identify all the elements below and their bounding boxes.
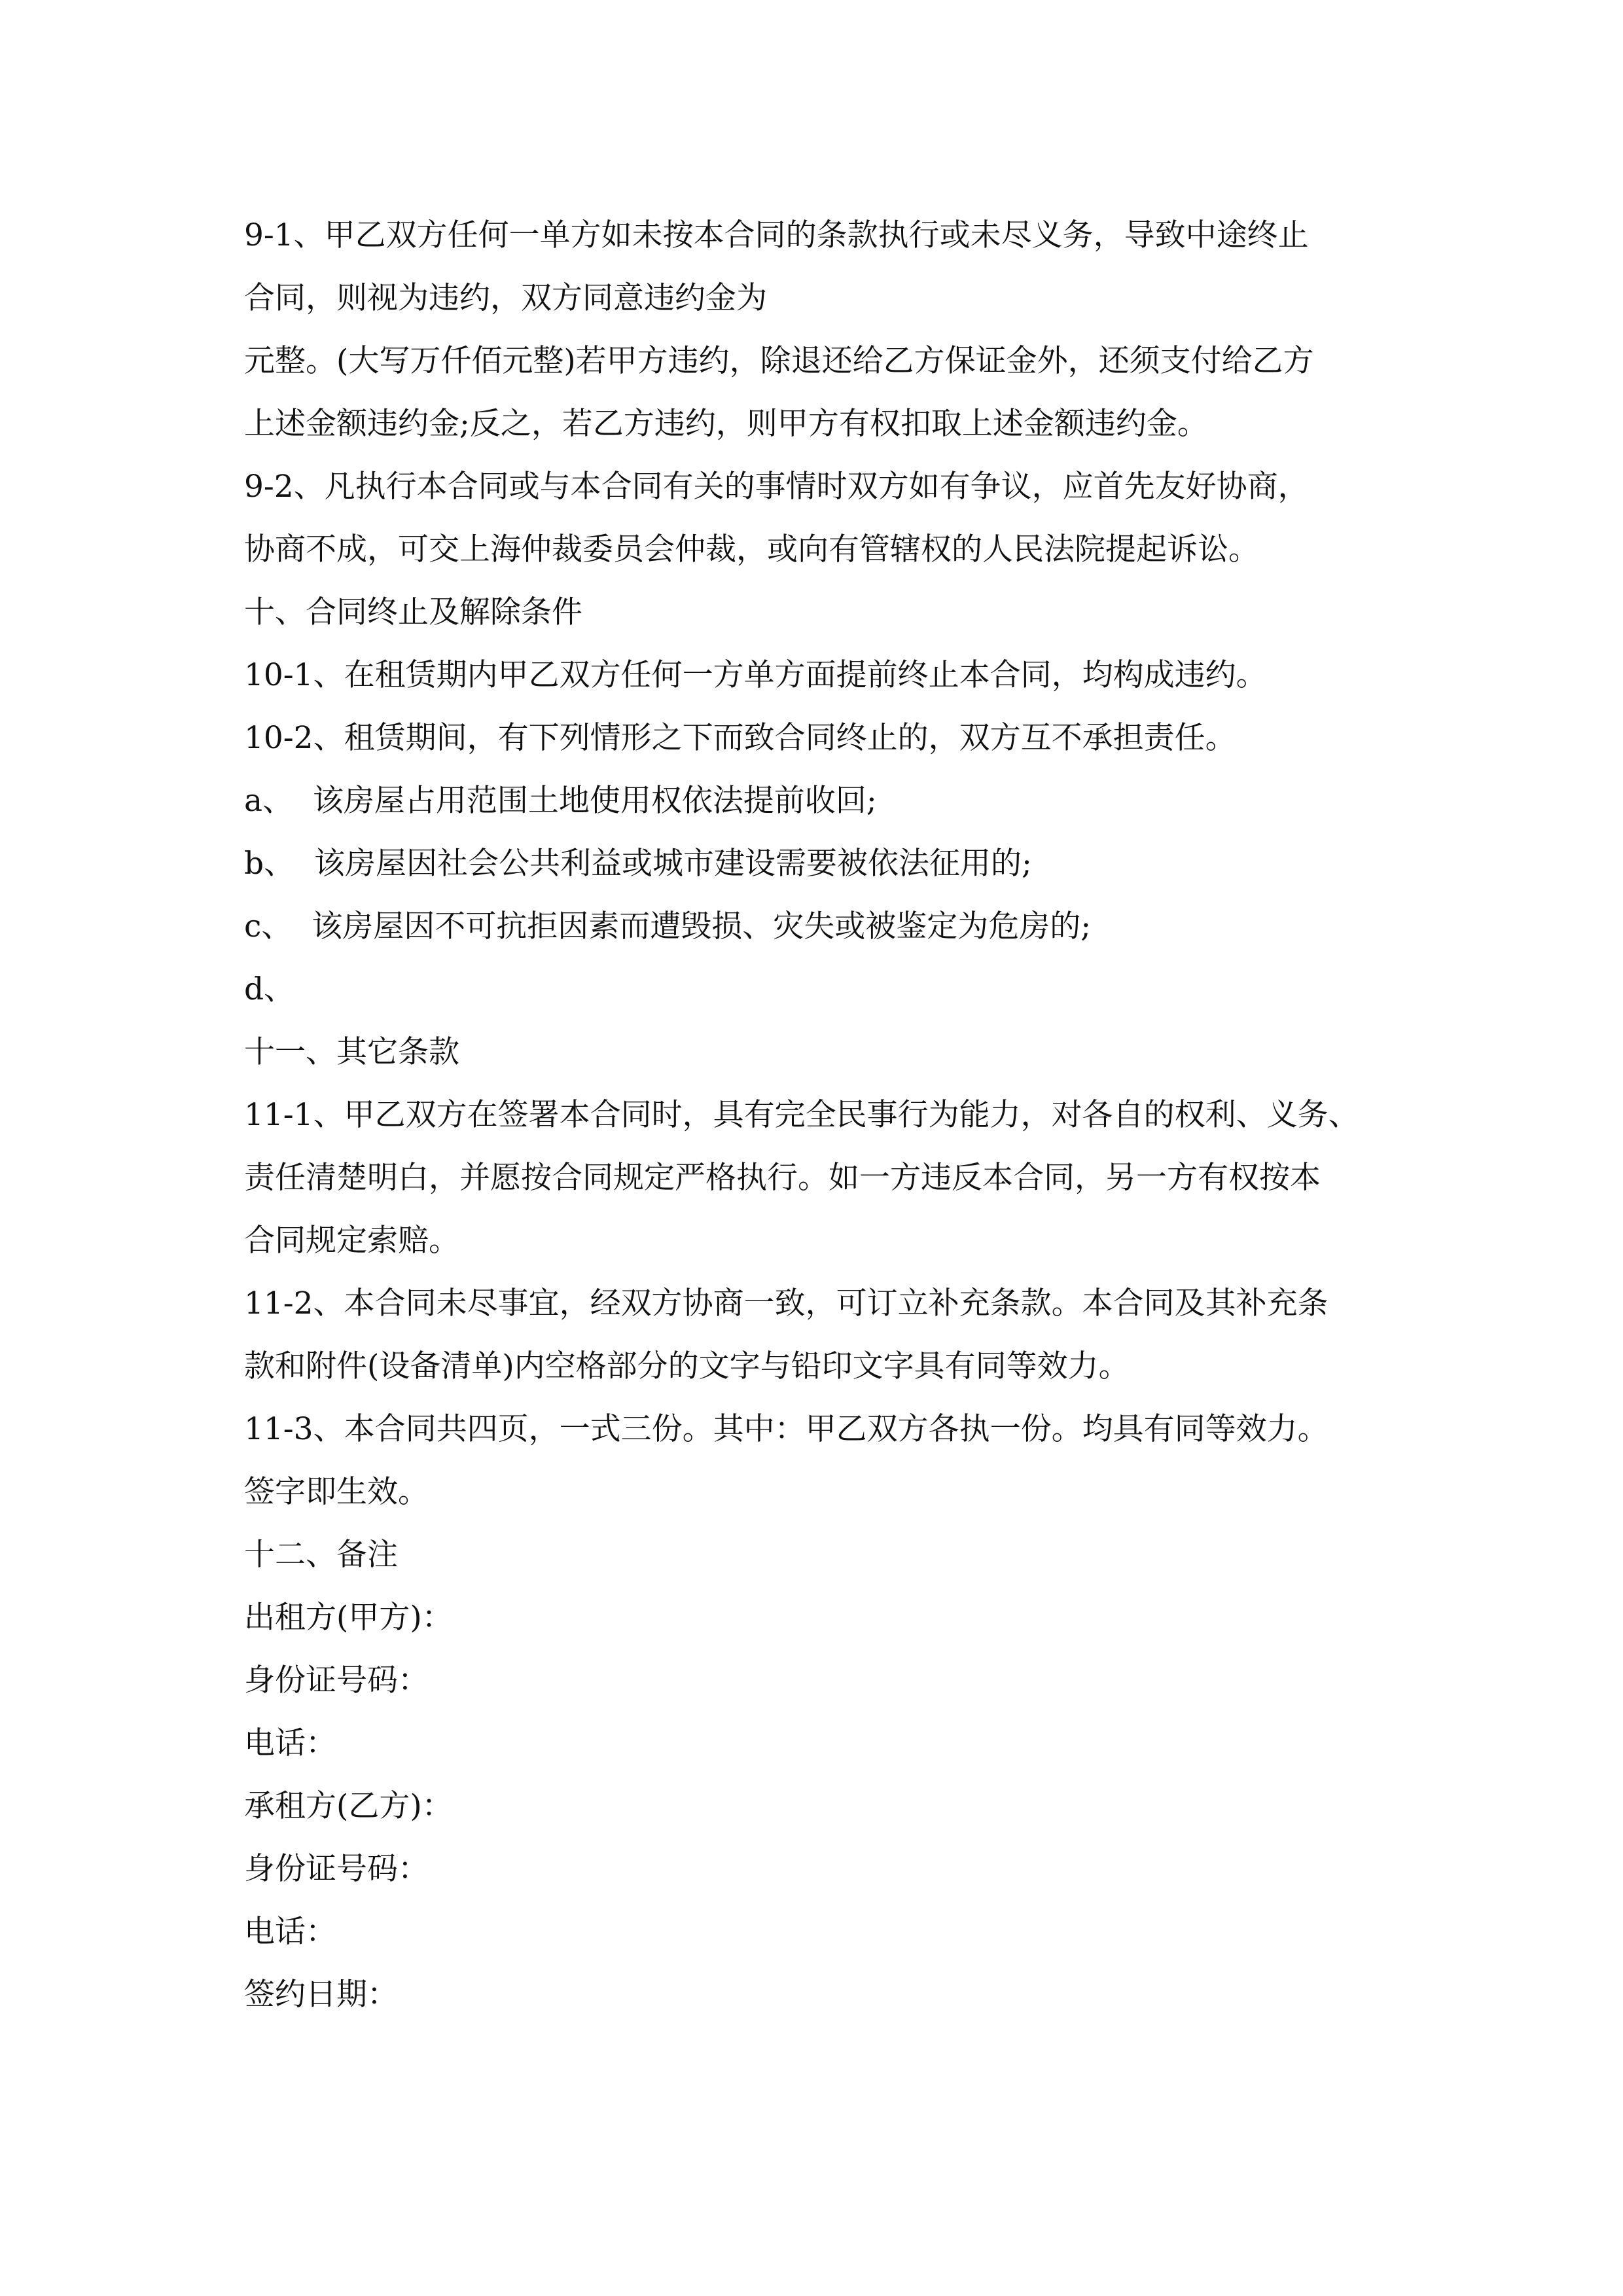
list-item: b、 该房屋因社会公共利益或城市建设需要被依法征用的; bbox=[244, 846, 1032, 882]
document-body bbox=[244, 204, 1396, 2026]
signature-field-label: 电话： bbox=[244, 1725, 336, 1761]
list-item: a、 该房屋占用范围土地使用权依法提前收回; bbox=[244, 783, 877, 819]
text-line: 9-1、甲乙双方任何一单方如未按本合同的条款执行或未尽义务，导致中途终止 bbox=[244, 217, 1309, 253]
section-heading: 十二、备注 bbox=[244, 1537, 398, 1573]
signature-field-label: 身份证号码： bbox=[244, 1851, 429, 1887]
text-line: 10-1、在租赁期内甲乙双方任何一方单方面提前终止本合同，均构成违约。 bbox=[244, 657, 1267, 693]
text-line: 签字即生效。 bbox=[244, 1474, 429, 1510]
text-line: 11-3、本合同共四页，一式三份。其中：甲乙双方各执一份。均具有同等效力。 bbox=[244, 1411, 1329, 1447]
signature-field-label: 签约日期： bbox=[244, 1977, 398, 2013]
section-heading: 十、合同终止及解除条件 bbox=[244, 594, 582, 630]
signature-field-label: 电话： bbox=[244, 1914, 336, 1950]
list-item: c、 该房屋因不可抗拒因素而遭毁损、灾失或被鉴定为危房的; bbox=[244, 908, 1092, 944]
text-line: 合同规定索赔。 bbox=[244, 1223, 459, 1259]
text-line: 款和附件(设备清单)内空格部分的文字与铅印文字具有同等效力。 bbox=[244, 1348, 1130, 1384]
section-heading: 十一、其它条款 bbox=[244, 1034, 459, 1070]
text-line: 9-2、凡执行本合同或与本合同有关的事情时双方如有争议，应首先友好协商， bbox=[244, 469, 1309, 505]
text-line: 协商不成，可交上海仲裁委员会仲裁，或向有管辖权的人民法院提起诉讼。 bbox=[244, 531, 1259, 567]
text-line: 11-1、甲乙双方在签署本合同时，具有完全民事行为能力，对各自的权利、义务、 bbox=[244, 1097, 1359, 1133]
signature-field-label: 身份证号码： bbox=[244, 1662, 429, 1698]
text-line: 元整。(大写万仟佰元整)若甲方违约，除退还给乙方保证金外，还须支付给乙方 bbox=[244, 343, 1314, 379]
signature-field-label: 承租方(乙方)： bbox=[244, 1788, 453, 1824]
signature-field-label: 出租方(甲方)： bbox=[244, 1600, 453, 1636]
text-line: 上述金额违约金;反之，若乙方违约，则甲方有权扣取上述金额违约金。 bbox=[244, 406, 1208, 442]
text-line: 10-2、租赁期间，有下列情形之下而致合同终止的，双方互不承担责任。 bbox=[244, 720, 1236, 756]
list-item: d、 bbox=[244, 971, 295, 1007]
text-line: 责任清楚明白，并愿按合同规定严格执行。如一方违反本合同，另一方有权按本 bbox=[244, 1160, 1321, 1196]
text-line: 11-2、本合同未尽事宜，经双方协商一致，可订立补充条款。本合同及其补充条 bbox=[244, 1285, 1329, 1321]
text-line: 合同，则视为违约，双方同意违约金为 bbox=[244, 280, 767, 316]
